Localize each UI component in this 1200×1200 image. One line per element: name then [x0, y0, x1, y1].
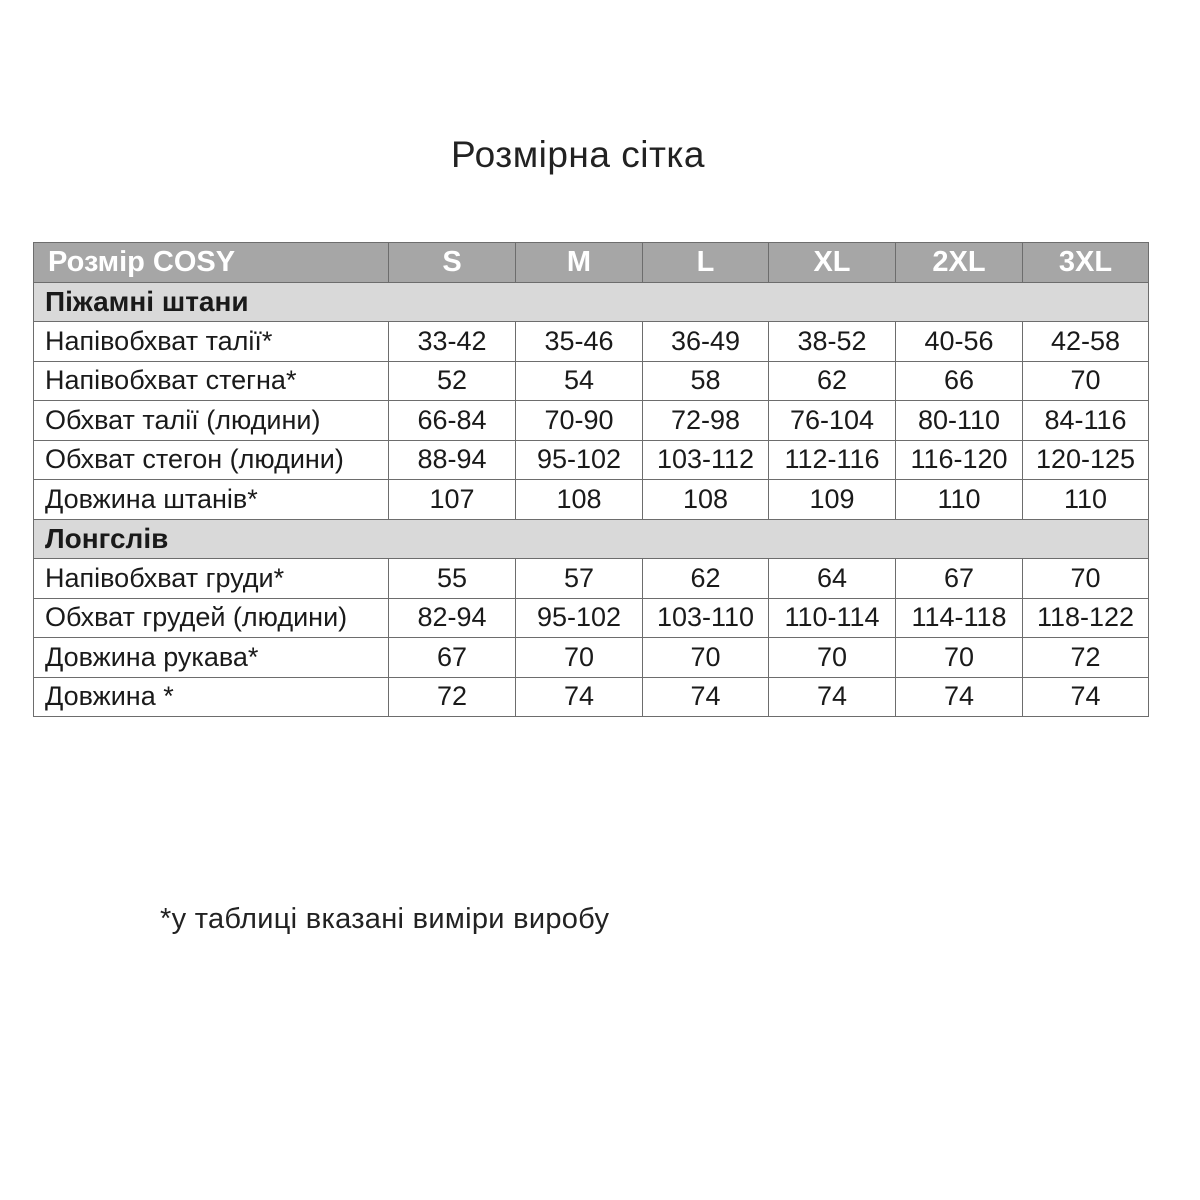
- page-title: Розмірна сітка: [451, 134, 705, 175]
- table-cell: 62: [769, 361, 896, 401]
- size-header-xl: XL: [769, 243, 896, 283]
- table-cell: 110-114: [769, 598, 896, 638]
- header-label: Розмір COSY: [34, 243, 389, 283]
- table-cell: 120-125: [1023, 440, 1149, 480]
- row-label: Напівобхват груди*: [34, 559, 389, 599]
- table-cell: 103-110: [643, 598, 769, 638]
- row-label: Обхват стегон (людини): [34, 440, 389, 480]
- table-cell: 67: [389, 638, 516, 678]
- table-row: [34, 401, 1149, 441]
- table-cell: 38-52: [769, 322, 896, 362]
- table-cell: 74: [643, 677, 769, 717]
- table-cell: 40-56: [896, 322, 1023, 362]
- table-row: [34, 440, 1149, 480]
- table-row: [34, 480, 1149, 520]
- table-cell: 74: [769, 677, 896, 717]
- section-title: Піжамні штани: [34, 282, 1149, 322]
- table-cell: 36-49: [643, 322, 769, 362]
- table-cell: 70: [769, 638, 896, 678]
- table-cell: 54: [516, 361, 643, 401]
- table-cell: 67: [896, 559, 1023, 599]
- table-cell: 112-116: [769, 440, 896, 480]
- size-header-s: S: [389, 243, 516, 283]
- table-cell: 76-104: [769, 401, 896, 441]
- table-cell: 95-102: [516, 598, 643, 638]
- table-row: [34, 559, 1149, 599]
- row-label: Напівобхват стегна*: [34, 361, 389, 401]
- row-label: Обхват талії (людини): [34, 401, 389, 441]
- table-cell: 74: [1023, 677, 1149, 717]
- table-cell: 72: [1023, 638, 1149, 678]
- table-cell: 110: [896, 480, 1023, 520]
- table-cell: 70: [1023, 361, 1149, 401]
- table-cell: 70: [896, 638, 1023, 678]
- table-cell: 42-58: [1023, 322, 1149, 362]
- table-cell: 35-46: [516, 322, 643, 362]
- table-row: [34, 598, 1149, 638]
- table-body: [34, 282, 1149, 717]
- row-label: Довжина рукава*: [34, 638, 389, 678]
- section-row: [34, 282, 1149, 322]
- table-cell: 103-112: [643, 440, 769, 480]
- table-cell: 80-110: [896, 401, 1023, 441]
- table-cell: 107: [389, 480, 516, 520]
- size-header-l: L: [643, 243, 769, 283]
- row-label: Довжина штанів*: [34, 480, 389, 520]
- row-label: Напівобхват талії*: [34, 322, 389, 362]
- table-row: [34, 322, 1149, 362]
- table-cell: 74: [896, 677, 1023, 717]
- table-cell: 66-84: [389, 401, 516, 441]
- table-cell: 95-102: [516, 440, 643, 480]
- table-row: [34, 361, 1149, 401]
- table-cell: 57: [516, 559, 643, 599]
- row-label: Довжина *: [34, 677, 389, 717]
- table-cell: 108: [643, 480, 769, 520]
- table-cell: 55: [389, 559, 516, 599]
- table-cell: 118-122: [1023, 598, 1149, 638]
- table-cell: 108: [516, 480, 643, 520]
- table-cell: 52: [389, 361, 516, 401]
- table-cell: 70: [1023, 559, 1149, 599]
- size-header-m: M: [516, 243, 643, 283]
- table-cell: 74: [516, 677, 643, 717]
- table-cell: 70: [643, 638, 769, 678]
- table-cell: 58: [643, 361, 769, 401]
- table-cell: 72: [389, 677, 516, 717]
- table-cell: 82-94: [389, 598, 516, 638]
- table-cell: 33-42: [389, 322, 516, 362]
- footnote: *у таблиці вказані виміри виробу: [160, 903, 610, 935]
- table-row: [34, 677, 1149, 717]
- table-cell: 116-120: [896, 440, 1023, 480]
- section-title: Лонгслів: [34, 519, 1149, 559]
- table-cell: 109: [769, 480, 896, 520]
- table-cell: 110: [1023, 480, 1149, 520]
- table-cell: 84-116: [1023, 401, 1149, 441]
- table-row: [34, 638, 1149, 678]
- size-chart-table: [33, 242, 1149, 717]
- table-cell: 66: [896, 361, 1023, 401]
- table-cell: 88-94: [389, 440, 516, 480]
- size-header-3xl: 3XL: [1023, 243, 1149, 283]
- row-label: Обхват грудей (людини): [34, 598, 389, 638]
- table-header-row: [34, 243, 1149, 283]
- table-cell: 64: [769, 559, 896, 599]
- table-cell: 62: [643, 559, 769, 599]
- table-cell: 70-90: [516, 401, 643, 441]
- table-cell: 114-118: [896, 598, 1023, 638]
- section-row: [34, 519, 1149, 559]
- size-header-2xl: 2XL: [896, 243, 1023, 283]
- table-cell: 70: [516, 638, 643, 678]
- table-cell: 72-98: [643, 401, 769, 441]
